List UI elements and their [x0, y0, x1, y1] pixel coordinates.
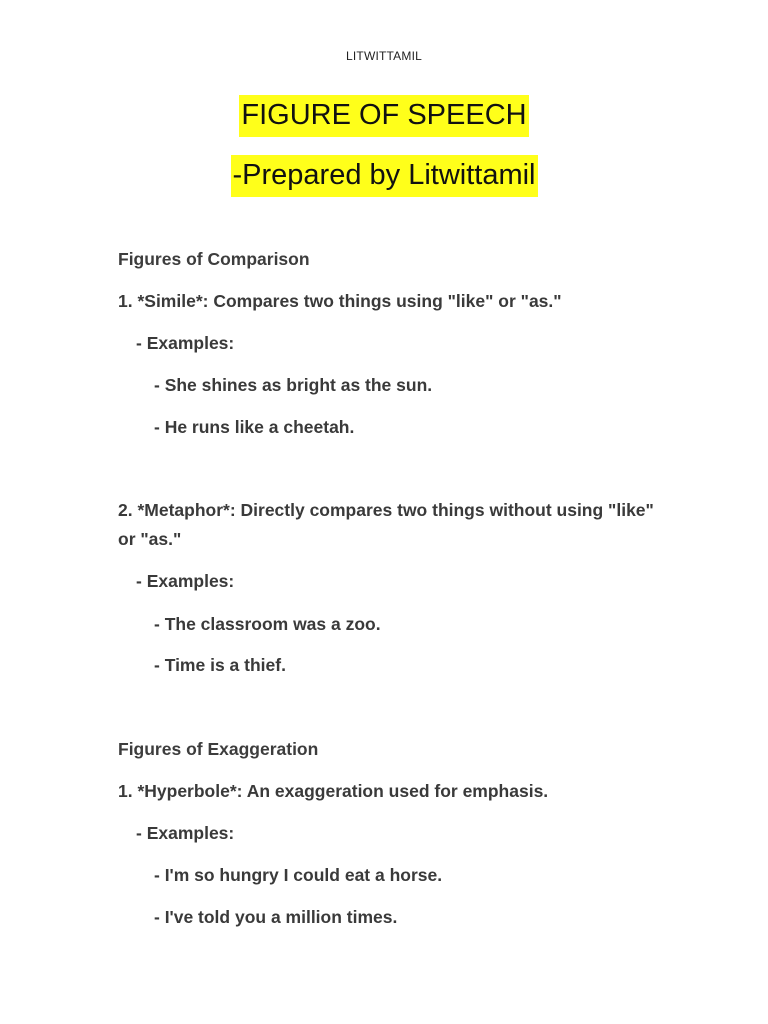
hyperbole-definition: 1. *Hyperbole*: An exaggeration used for emphasis.	[118, 781, 549, 801]
simile-example: - She shines as bright as the sun.	[154, 375, 433, 395]
hyperbole-examples-label: - Examples:	[136, 823, 235, 843]
hyperbole-example: - I've told you a million times.	[154, 907, 398, 927]
document-subtitle: -Prepared by Litwittamil	[231, 155, 538, 197]
hyperbole-example: - I'm so hungry I could eat a horse.	[154, 865, 443, 885]
section-heading-exaggeration: Figures of Exaggeration	[118, 739, 319, 759]
metaphor-definition-line-1: 2. *Metaphor*: Directly compares two things without using "like"	[118, 500, 654, 520]
simile-example: - He runs like a cheetah.	[154, 417, 355, 437]
section-heading-comparison: Figures of Comparison	[118, 249, 310, 269]
simile-examples-label: - Examples:	[136, 333, 235, 353]
page-header: LITWITTAMIL	[346, 49, 422, 63]
metaphor-definition-line-2: or "as."	[118, 529, 182, 549]
metaphor-examples-label: - Examples:	[136, 571, 235, 591]
metaphor-example: - Time is a thief.	[154, 655, 286, 675]
simile-definition: 1. *Simile*: Compares two things using "like" or "as."	[118, 291, 562, 311]
metaphor-example: - The classroom was a zoo.	[154, 614, 381, 634]
title-line-2	[0, 155, 768, 195]
document-title: FIGURE OF SPEECH	[239, 95, 528, 137]
title-line-1	[0, 95, 768, 135]
